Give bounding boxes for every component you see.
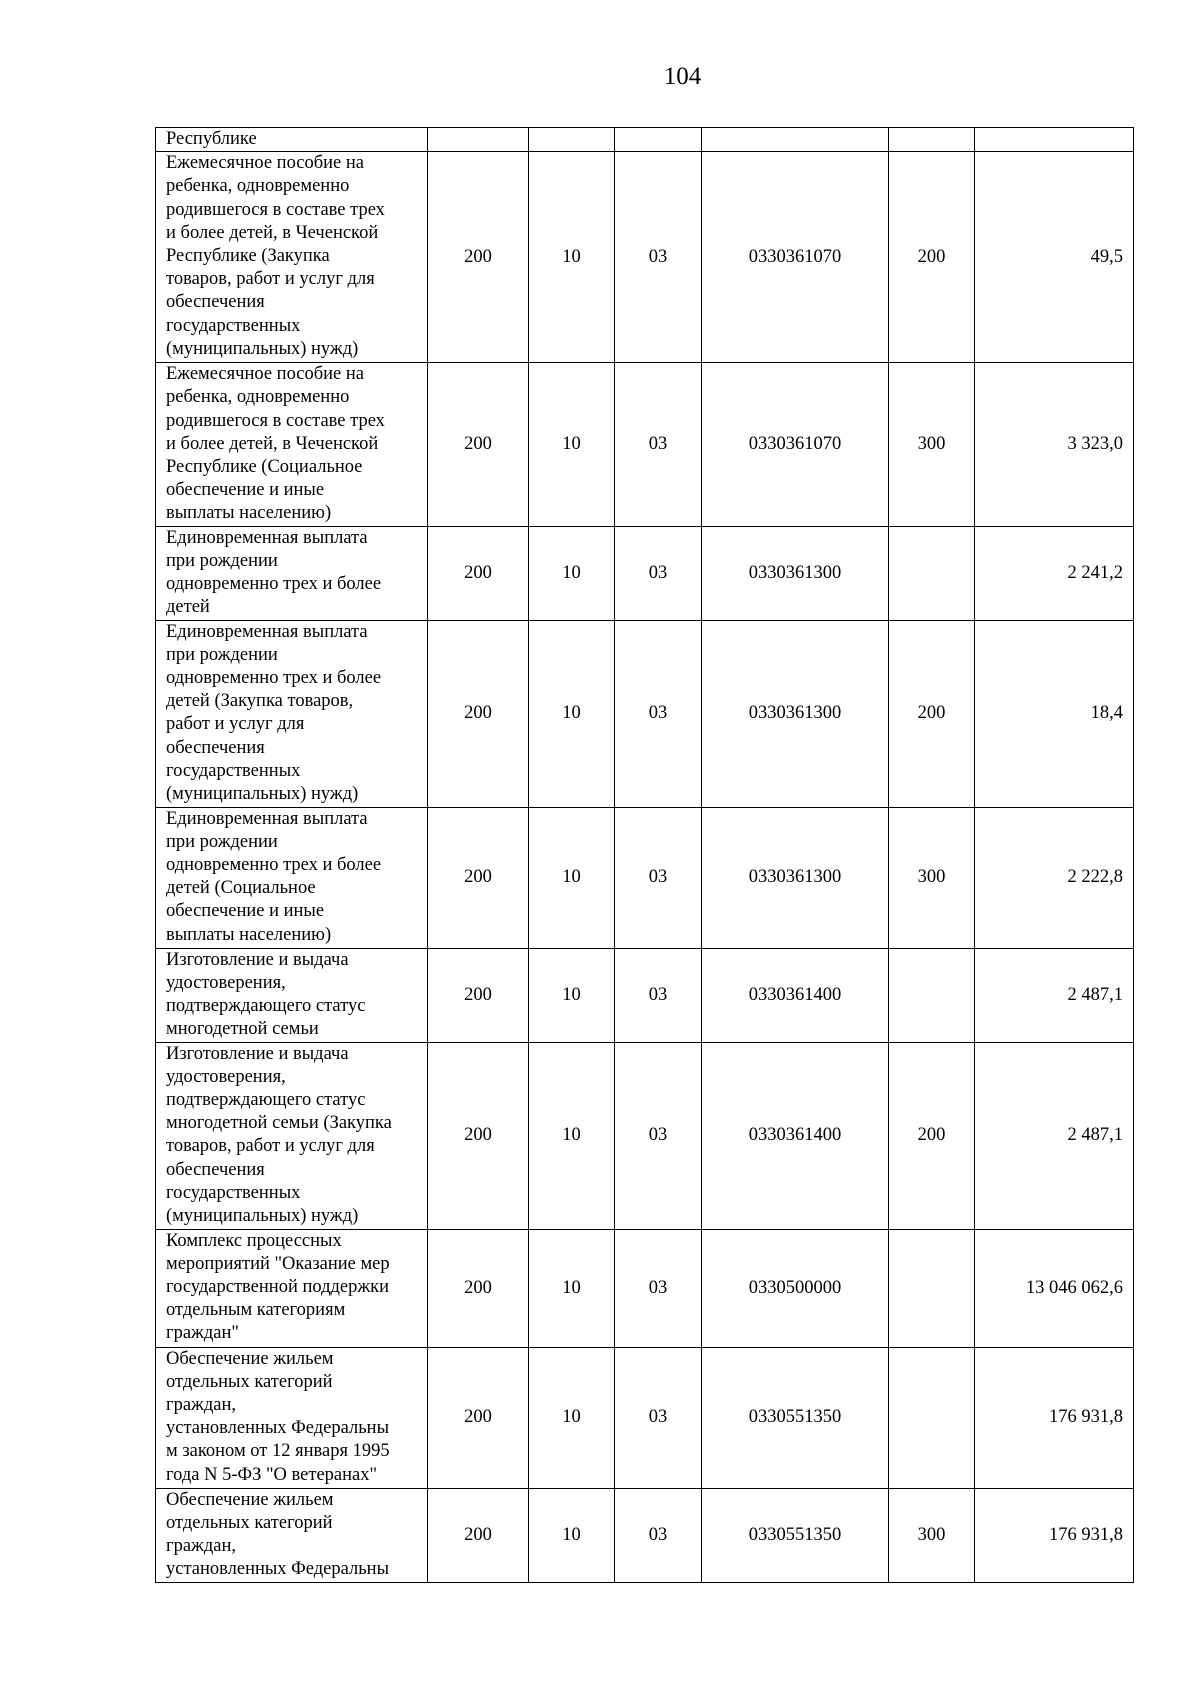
section-code-cell: 10 xyxy=(529,1347,615,1488)
row-name-line: Республике (Закупка xyxy=(166,246,330,267)
row-name-cell xyxy=(156,1347,428,1488)
row-name-line: при рождении xyxy=(166,644,278,665)
subsection-code-cell xyxy=(615,128,702,152)
row-name-line: удостоверения, xyxy=(166,972,286,993)
amount-cell xyxy=(975,128,1134,152)
expense-type-code-cell: 300 xyxy=(889,1488,975,1582)
subsection-code-cell: 03 xyxy=(615,1042,702,1229)
subsection-code-cell: 03 xyxy=(615,526,702,620)
row-name-line: выплаты населению) xyxy=(166,924,332,945)
row-name-cell xyxy=(156,1488,428,1582)
expense-type-code-cell xyxy=(889,128,975,152)
row-name-line: родившегося в составе трех xyxy=(166,410,385,431)
table-row xyxy=(156,948,1134,1042)
amount-cell: 2 487,1 xyxy=(975,1042,1134,1229)
subsection-code-cell: 03 xyxy=(615,1229,702,1347)
table-row xyxy=(156,128,1134,152)
row-name-cell xyxy=(156,620,428,807)
amount-cell: 3 323,0 xyxy=(975,363,1134,526)
page-number: 104 xyxy=(663,63,702,90)
target-item-code-cell: 0330361400 xyxy=(702,948,889,1042)
row-name-line: и более детей, в Чеченской xyxy=(166,222,379,243)
table-row xyxy=(156,807,1134,948)
ministry-code-cell xyxy=(428,128,529,152)
row-name-line: (муниципальных) нужд) xyxy=(166,1206,359,1227)
row-name-line: граждан" xyxy=(166,1323,239,1344)
row-name-line: Обеспечение жильем xyxy=(166,1348,334,1369)
amount-cell: 2 222,8 xyxy=(975,807,1134,948)
row-name-line: товаров, работ и услуг для xyxy=(166,269,375,290)
subsection-code-cell: 03 xyxy=(615,152,702,363)
amount-cell: 13 046 062,6 xyxy=(975,1229,1134,1347)
subsection-code-cell: 03 xyxy=(615,807,702,948)
section-code-cell: 10 xyxy=(529,1042,615,1229)
target-item-code-cell: 0330361300 xyxy=(702,526,889,620)
row-name-line: мероприятий "Оказание мер xyxy=(166,1253,390,1274)
expense-type-code-cell: 200 xyxy=(889,620,975,807)
row-name-cell xyxy=(156,363,428,526)
row-name-line: Единовременная выплата xyxy=(166,621,368,642)
row-name-cell xyxy=(156,152,428,363)
row-name-cell xyxy=(156,1229,428,1347)
row-name-line: детей xyxy=(166,597,210,618)
row-name-line: Республике xyxy=(166,129,257,149)
ministry-code-cell: 200 xyxy=(428,1347,529,1488)
target-item-code-cell: 0330361300 xyxy=(702,620,889,807)
amount-cell: 18,4 xyxy=(975,620,1134,807)
ministry-code-cell: 200 xyxy=(428,363,529,526)
row-name-line: одновременно трех и более xyxy=(166,574,382,595)
section-code-cell: 10 xyxy=(529,1488,615,1582)
row-name-line: года N 5-ФЗ "О ветеранах" xyxy=(166,1464,378,1485)
subsection-code-cell: 03 xyxy=(615,1488,702,1582)
row-name-line: государственных xyxy=(166,315,301,336)
row-name-line: работ и услуг для xyxy=(166,714,305,735)
target-item-code-cell xyxy=(702,128,889,152)
row-name-line: ребенка, одновременно xyxy=(166,387,350,408)
ministry-code-cell: 200 xyxy=(428,526,529,620)
amount-cell: 176 931,8 xyxy=(975,1347,1134,1488)
section-code-cell xyxy=(529,128,615,152)
budget-table xyxy=(155,127,1134,1583)
section-code-cell: 10 xyxy=(529,152,615,363)
row-name-line: Республике (Социальное xyxy=(166,457,363,478)
row-name-cell xyxy=(156,807,428,948)
row-name-cell xyxy=(156,948,428,1042)
amount-cell: 2 487,1 xyxy=(975,948,1134,1042)
section-code-cell: 10 xyxy=(529,620,615,807)
section-code-cell: 10 xyxy=(529,807,615,948)
subsection-code-cell: 03 xyxy=(615,948,702,1042)
row-name-line: (муниципальных) нужд) xyxy=(166,338,359,359)
row-name-line: товаров, работ и услуг для xyxy=(166,1136,375,1157)
row-name-line: государственной поддержки xyxy=(166,1277,390,1298)
ministry-code-cell: 200 xyxy=(428,1488,529,1582)
expense-type-code-cell xyxy=(889,1347,975,1488)
table-row xyxy=(156,620,1134,807)
ministry-code-cell: 200 xyxy=(428,1229,529,1347)
row-name-line: многодетной семьи xyxy=(166,1019,319,1040)
subsection-code-cell: 03 xyxy=(615,1347,702,1488)
row-name-line: подтверждающего статус xyxy=(166,996,366,1017)
row-name-line: государственных xyxy=(166,1182,301,1203)
ministry-code-cell: 200 xyxy=(428,807,529,948)
table-row xyxy=(156,1042,1134,1229)
section-code-cell: 10 xyxy=(529,948,615,1042)
section-code-cell: 10 xyxy=(529,526,615,620)
target-item-code-cell: 0330361070 xyxy=(702,152,889,363)
row-name-line: Изготовление и выдача xyxy=(166,949,349,970)
row-name-line: многодетной семьи (Закупка xyxy=(166,1113,392,1134)
table-row xyxy=(156,363,1134,526)
ministry-code-cell: 200 xyxy=(428,1042,529,1229)
row-name-line: одновременно трех и более xyxy=(166,668,382,689)
row-name-line: одновременно трех и более xyxy=(166,855,382,876)
expense-type-code-cell xyxy=(889,1229,975,1347)
row-name-line: удостоверения, xyxy=(166,1066,286,1087)
row-name-line: отдельных категорий xyxy=(166,1371,333,1392)
row-name-line: (муниципальных) нужд) xyxy=(166,784,359,805)
table-row xyxy=(156,152,1134,363)
row-name-line: обеспечения xyxy=(166,737,265,758)
row-name-line: установленных Федеральны xyxy=(166,1559,390,1580)
expense-type-code-cell: 200 xyxy=(889,152,975,363)
row-name-line: подтверждающего статус xyxy=(166,1090,366,1111)
row-name-line: отдельным категориям xyxy=(166,1300,346,1321)
amount-cell: 176 931,8 xyxy=(975,1488,1134,1582)
row-name-line: Единовременная выплата xyxy=(166,527,368,548)
row-name-line: при рождении xyxy=(166,550,278,571)
section-code-cell: 10 xyxy=(529,363,615,526)
target-item-code-cell: 0330500000 xyxy=(702,1229,889,1347)
row-name-line: и более детей, в Чеченской xyxy=(166,433,379,454)
row-name-line: Единовременная выплата xyxy=(166,808,368,829)
table-row xyxy=(156,1229,1134,1347)
expense-type-code-cell xyxy=(889,526,975,620)
row-name-line: обеспечения xyxy=(166,292,265,313)
expense-type-code-cell xyxy=(889,948,975,1042)
row-name-cell xyxy=(156,1042,428,1229)
row-name-cell xyxy=(156,128,428,152)
row-name-line: Комплекс процессных xyxy=(166,1230,342,1251)
row-name-line: при рождении xyxy=(166,831,278,852)
subsection-code-cell: 03 xyxy=(615,620,702,807)
target-item-code-cell: 0330551350 xyxy=(702,1488,889,1582)
row-name-line: граждан, xyxy=(166,1395,236,1416)
row-name-line: детей (Социальное xyxy=(166,878,316,899)
row-name-line: Обеспечение жильем xyxy=(166,1489,334,1510)
row-name-line: граждан, xyxy=(166,1536,236,1557)
row-name-line: Изготовление и выдача xyxy=(166,1043,349,1064)
row-name-line: обеспечение и иные xyxy=(166,901,325,922)
target-item-code-cell: 0330361400 xyxy=(702,1042,889,1229)
amount-cell: 49,5 xyxy=(975,152,1134,363)
ministry-code-cell: 200 xyxy=(428,948,529,1042)
row-name-line: отдельных категорий xyxy=(166,1512,333,1533)
amount-cell: 2 241,2 xyxy=(975,526,1134,620)
target-item-code-cell: 0330361300 xyxy=(702,807,889,948)
expense-type-code-cell: 300 xyxy=(889,363,975,526)
target-item-code-cell: 0330361070 xyxy=(702,363,889,526)
row-name-cell xyxy=(156,526,428,620)
row-name-line: ребенка, одновременно xyxy=(166,176,350,197)
table-row xyxy=(156,526,1134,620)
subsection-code-cell: 03 xyxy=(615,363,702,526)
table-row xyxy=(156,1488,1134,1582)
ministry-code-cell: 200 xyxy=(428,620,529,807)
row-name-line: м законом от 12 января 1995 xyxy=(166,1441,390,1462)
expense-type-code-cell: 300 xyxy=(889,807,975,948)
row-name-line: обеспечение и иные xyxy=(166,480,325,501)
row-name-line: Ежемесячное пособие на xyxy=(166,364,364,385)
row-name-line: детей (Закупка товаров, xyxy=(166,691,354,712)
section-code-cell: 10 xyxy=(529,1229,615,1347)
row-name-line: родившегося в составе трех xyxy=(166,199,385,220)
ministry-code-cell: 200 xyxy=(428,152,529,363)
row-name-line: выплаты населению) xyxy=(166,503,332,524)
row-name-line: государственных xyxy=(166,760,301,781)
table-row xyxy=(156,1347,1134,1488)
row-name-line: установленных Федеральны xyxy=(166,1418,390,1439)
row-name-line: обеспечения xyxy=(166,1159,265,1180)
expense-type-code-cell: 200 xyxy=(889,1042,975,1229)
row-name-line: Ежемесячное пособие на xyxy=(166,153,364,174)
target-item-code-cell: 0330551350 xyxy=(702,1347,889,1488)
